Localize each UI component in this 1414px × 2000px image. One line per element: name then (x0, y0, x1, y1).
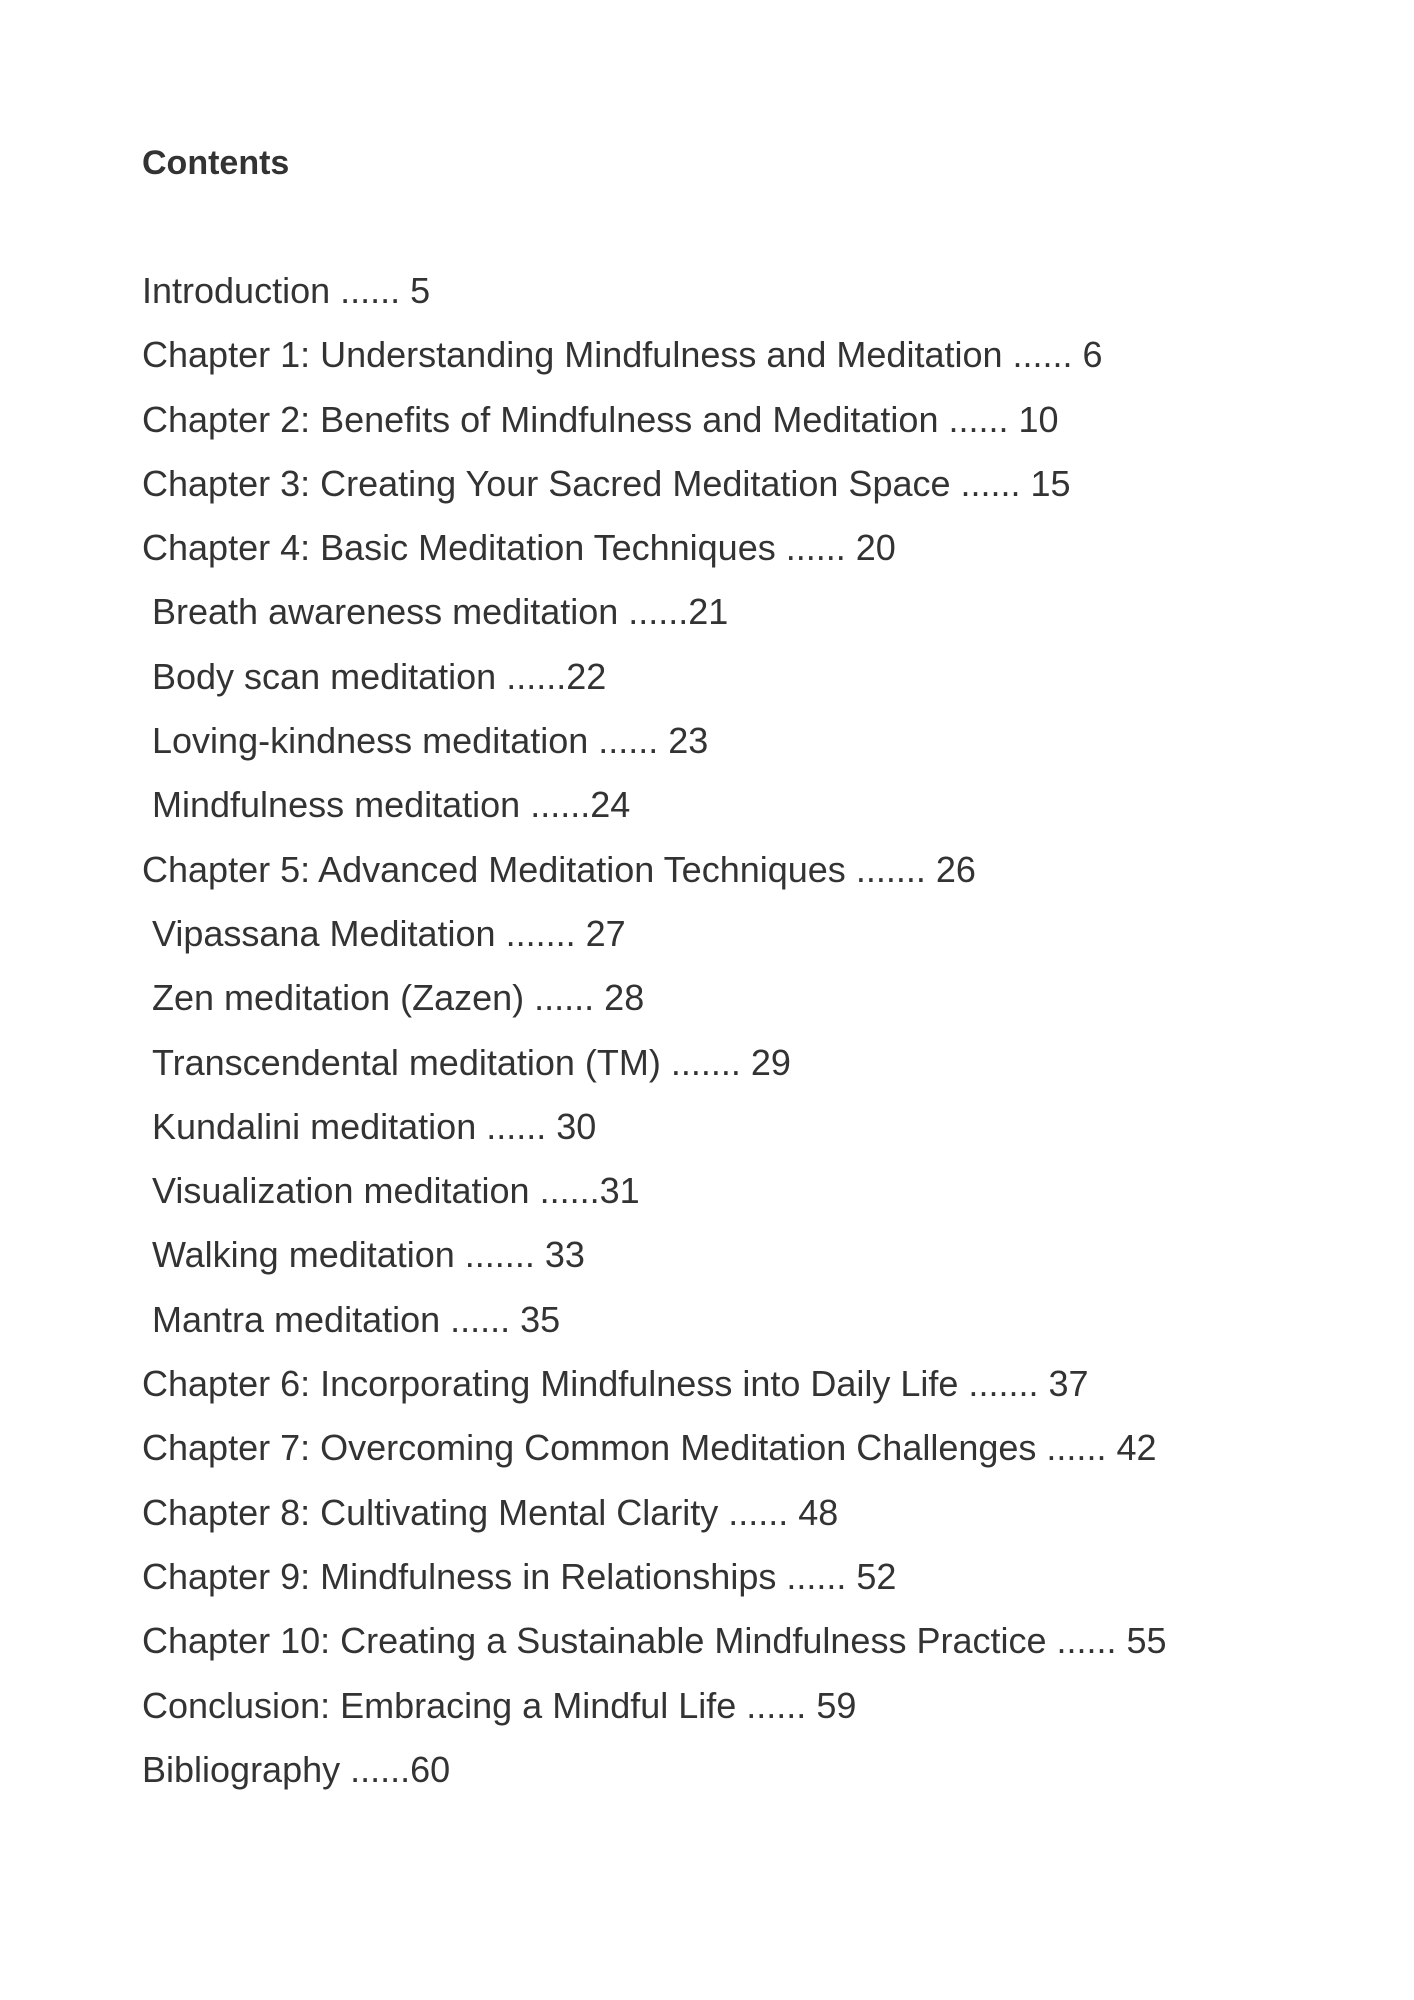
toc-subentry: Loving-kindness meditation ...... 23 (152, 720, 709, 762)
toc-entry: Introduction ...... 5 (142, 270, 431, 311)
toc-entry: Chapter 7: Overcoming Common Meditation Challenges ...... 42 (142, 1427, 1157, 1469)
toc-entry: Bibliography ......60 (142, 1748, 451, 1790)
contents-heading: Contents (142, 144, 290, 182)
toc-subentry: Vipassana Meditation ....... 27 (152, 912, 626, 954)
table-of-contents (142, 265, 1167, 1808)
toc-subentry: Zen meditation (Zazen) ...... 28 (152, 977, 645, 1019)
toc-subentry: Body scan meditation ......22 (152, 655, 607, 697)
toc-entry: Chapter 8: Cultivating Mental Clarity ...... 48 (142, 1491, 839, 1533)
toc-entry: Conclusion: Embracing a Mindful Life ...... 59 (142, 1684, 857, 1726)
toc-subentry: Kundalini meditation ...... 30 (152, 1105, 597, 1147)
toc-entry: Chapter 9: Mindfulness in Relationships ...... 52 (142, 1555, 897, 1597)
toc-subentry: Visualization meditation ......31 (152, 1170, 640, 1212)
toc-subentry: Breath awareness meditation ......21 (152, 591, 729, 633)
toc-entry: Chapter 6: Incorporating Mindfulness into Daily Life ....... 37 (142, 1363, 1089, 1405)
toc-entry: Chapter 1: Understanding Mindfulness and Meditation ...... 6 (142, 334, 1103, 376)
toc-subentry: Walking meditation ....... 33 (152, 1234, 585, 1276)
toc-entry: Chapter 2: Benefits of Mindfulness and Meditation ...... 10 (142, 398, 1059, 440)
toc-subentry: Transcendental meditation (TM) ....... 29 (152, 1041, 791, 1083)
toc-subentry: Mantra meditation ...... 35 (152, 1298, 561, 1340)
toc-entry: Chapter 10: Creating a Sustainable Mindfulness Practice ...... 55 (142, 1620, 1167, 1662)
toc-entry: Chapter 3: Creating Your Sacred Meditation Space ...... 15 (142, 462, 1071, 504)
toc-subentry: Mindfulness meditation ......24 (152, 784, 631, 826)
toc-entry: Chapter 4: Basic Meditation Techniques ...... 20 (142, 527, 896, 569)
toc-entry: Chapter 5: Advanced Meditation Techniques ....... 26 (142, 848, 976, 890)
